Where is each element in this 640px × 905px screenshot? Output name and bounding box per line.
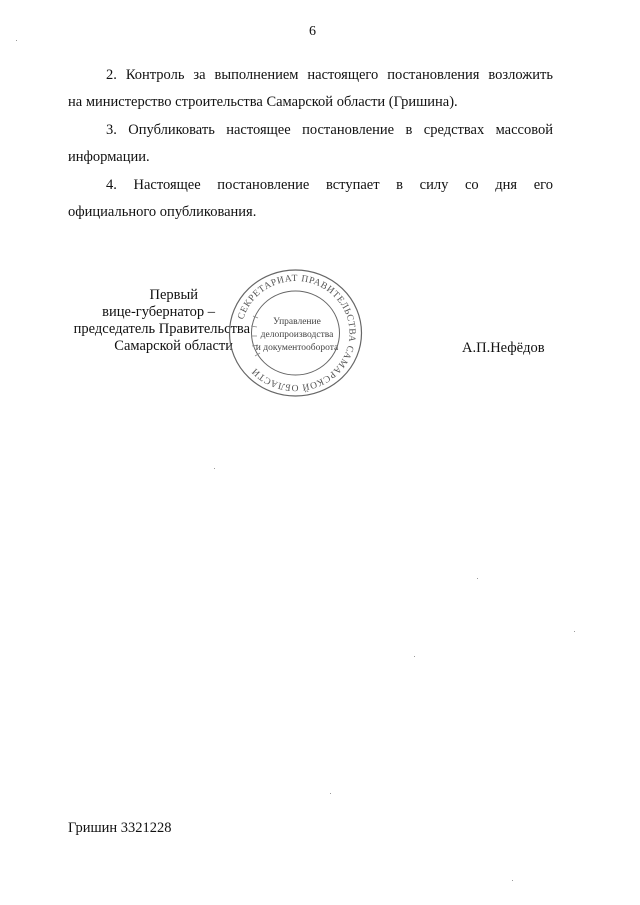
paragraph-2-continuation: на министерство строительства Самарской области (Гришина).	[68, 94, 458, 110]
official-seal-stamp	[227, 268, 364, 398]
paragraph-2	[68, 62, 553, 116]
signatory-name: А.П.Нефёдов	[462, 340, 545, 356]
paragraph-3	[68, 117, 553, 171]
signatory-title-line: Первый	[149, 287, 198, 303]
executor-contact: Гришин 3321228	[68, 820, 172, 836]
seal-center-line-3: и документооборота	[255, 343, 339, 353]
page-number: 6	[309, 24, 316, 39]
paragraph-4	[68, 172, 553, 226]
scan-speck	[414, 656, 415, 657]
signatory-title	[60, 287, 250, 355]
signatory-title-line: Самарской области	[114, 338, 233, 354]
scan-speck	[477, 578, 478, 579]
paragraph-3-continuation: информации.	[68, 149, 150, 165]
signatory-title-line: председатель Правительства	[73, 321, 250, 337]
seal-ring-textpath: СЕКРЕТАРИАТ ПРАВИТЕЛЬСТВА САМАРСКОЙ ОБЛАСТИ	[236, 273, 357, 393]
seal-center-line-1: Управление	[273, 317, 321, 327]
signatory-title-line: вице-губернатор –	[102, 304, 215, 320]
scan-speck	[574, 631, 575, 632]
scan-speck	[214, 468, 215, 469]
paragraph-3-first-line: 3. Опубликовать настоящее постановление в средствах массовой	[106, 122, 553, 138]
scan-speck	[512, 880, 513, 881]
paragraph-2-first-line: 2. Контроль за выполнением настоящего постановления возложить	[106, 67, 553, 83]
scan-speck	[16, 40, 17, 41]
paragraph-4-continuation: официального опубликования.	[68, 204, 257, 220]
seal-center-line-2: делопроизводства	[260, 330, 334, 340]
paragraph-4-first-line: 4. Настоящее постановление вступает в силу со дня его	[106, 177, 553, 193]
scan-speck	[330, 793, 331, 794]
